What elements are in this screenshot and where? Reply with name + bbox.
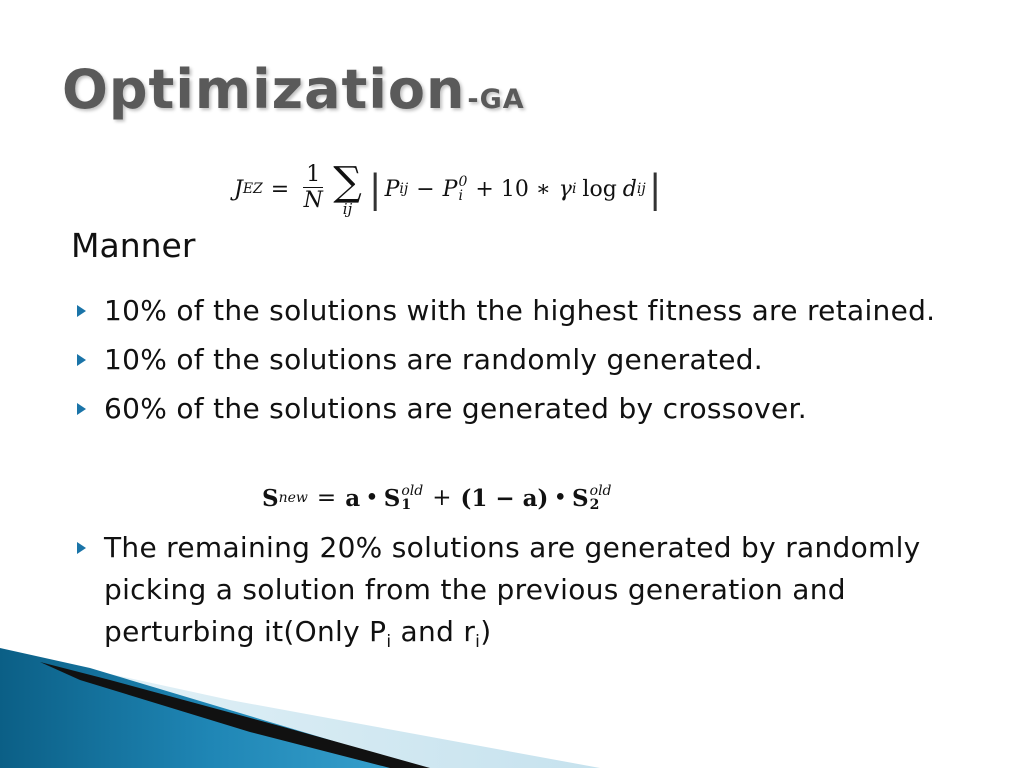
formula-p-ij: P <box>384 176 400 202</box>
crossover-s2-sup: old <box>589 483 612 499</box>
crossover-a: a <box>345 484 361 512</box>
bullet-p-sub: i <box>386 632 392 652</box>
formula-log: log <box>582 176 617 202</box>
formula-plus-ten: + 10 ∗ <box>475 176 551 202</box>
crossover-s1: S <box>383 484 401 512</box>
crossover-s1-sub: 1 <box>401 497 412 513</box>
formula-p-ij-sub: ij <box>399 181 409 197</box>
sum-sigma: ∑ <box>333 158 362 205</box>
bullet-r: r <box>463 615 476 648</box>
abs-left-bar: | <box>368 167 382 211</box>
crossover-s-new: S <box>262 484 279 512</box>
bullet-text: 60% of the solutions are generated by crossover. <box>104 392 807 425</box>
manner-heading: Manner <box>71 226 196 265</box>
crossover-s2: S <box>572 484 589 512</box>
title-suffix: -GA <box>467 84 525 115</box>
formula-lhs-sub: EZ <box>242 181 263 197</box>
formula-p-i0: P <box>442 176 458 202</box>
formula-equals: = <box>270 176 290 202</box>
formula-minus: − <box>416 176 435 202</box>
bullet-r-sub: i <box>475 632 481 652</box>
sum-subscript: ij <box>342 199 353 218</box>
crossover-dot-op-2: • <box>553 485 568 511</box>
crossover-dot-op: • <box>365 485 379 511</box>
crossover-paren: (1 − a) <box>460 484 549 512</box>
bullet-text: The remaining 20% solutions are generated by randomly picking a solution from the previous generation and perturbing it(Only <box>104 531 921 648</box>
crossover-new-sup: new <box>278 490 308 506</box>
formula-gamma: γ <box>558 176 572 202</box>
fraction-numerator: 1 <box>303 163 323 188</box>
fraction-denominator: N <box>303 188 323 214</box>
formula-p-i0-sub: i <box>458 188 463 204</box>
crossover-plus: + <box>432 485 452 511</box>
bullet-close: ) <box>480 615 492 648</box>
crossover-s2-sub: 2 <box>589 497 600 513</box>
formula-lhs: J <box>234 176 243 202</box>
formula-d: d <box>622 176 637 202</box>
abs-right-bar: | <box>648 167 662 211</box>
bullet-text: 10% of the solutions with the highest fitness are retained. <box>104 294 936 327</box>
crossover-s1-sup: old <box>401 483 424 499</box>
formula-d-sub: ij <box>636 181 646 197</box>
bullet-p: P <box>369 615 387 648</box>
crossover-equals: = <box>316 485 337 511</box>
formula-gamma-sub: i <box>571 181 577 197</box>
title-main: Optimization <box>62 58 466 121</box>
bullet-and: and <box>391 615 464 648</box>
formula-p-i0-sup: 0 <box>458 174 468 190</box>
bullet-text: 10% of the solutions are randomly generated. <box>104 343 763 376</box>
